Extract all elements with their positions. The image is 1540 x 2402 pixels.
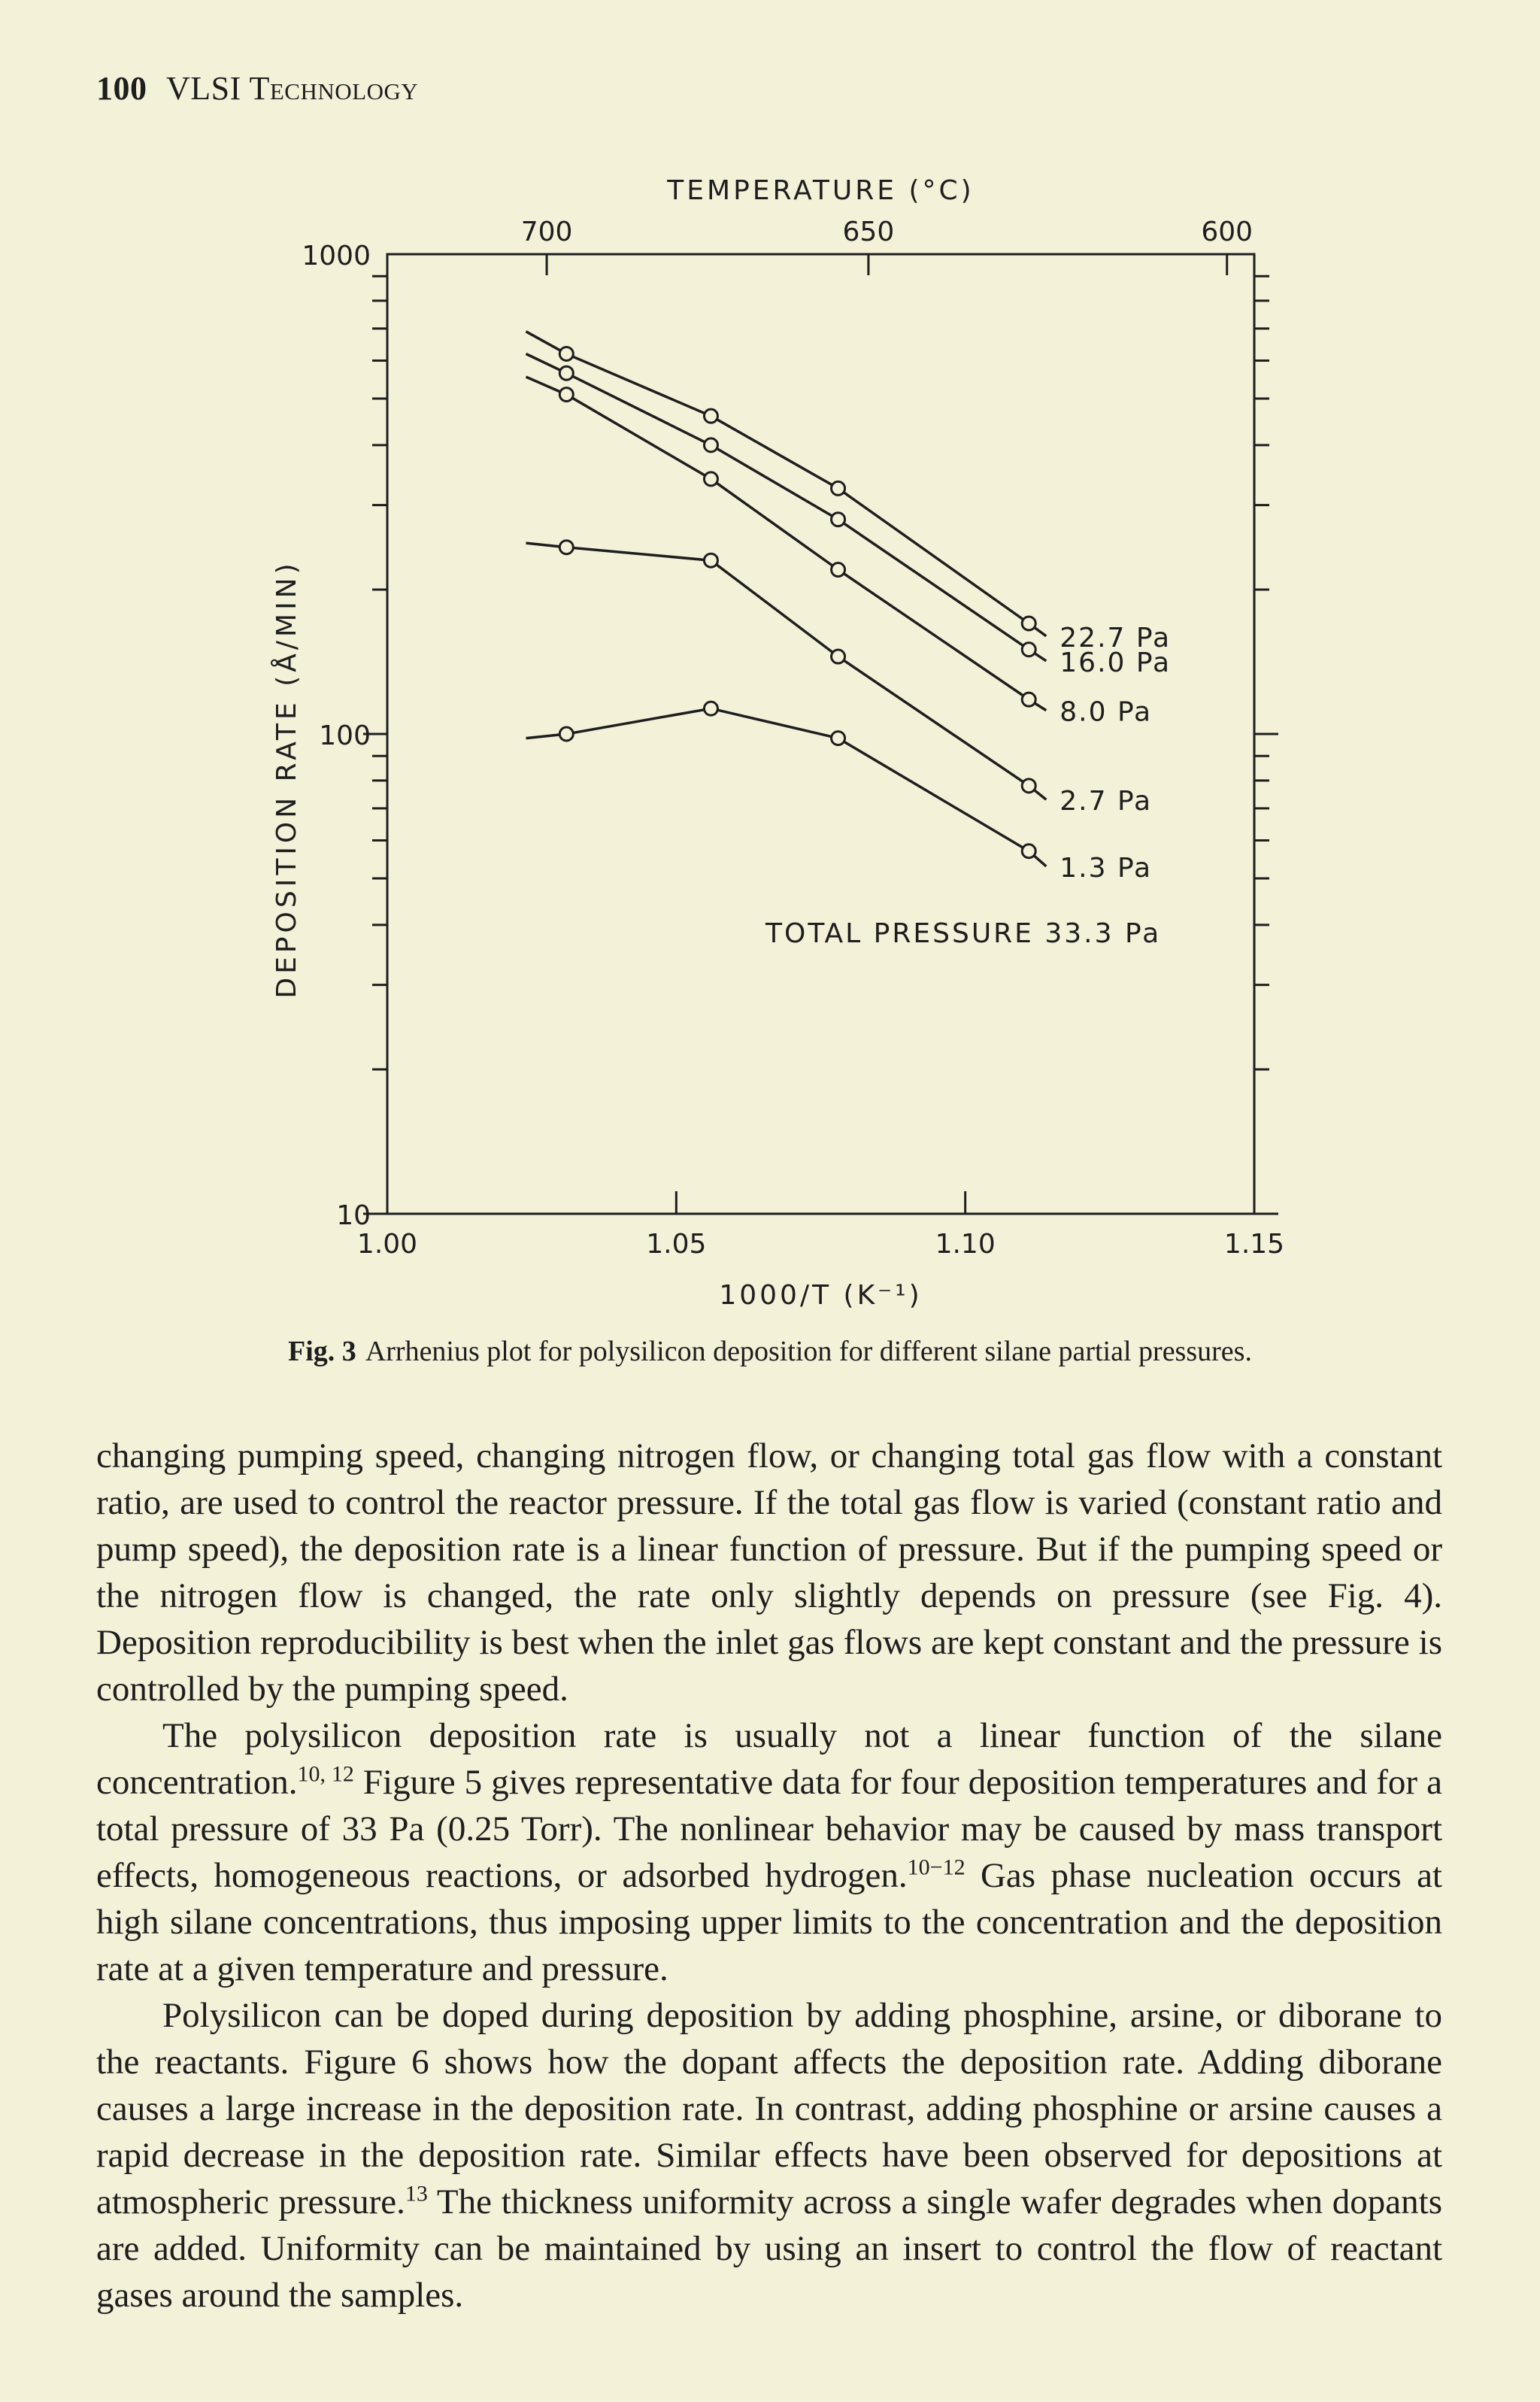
data-point [1022, 845, 1035, 858]
chart-annotation: TOTAL PRESSURE 33.3 Pa [765, 918, 1162, 949]
data-point [832, 732, 845, 745]
figure-caption-text: Arrhenius plot for polysilicon deposition for different silane partial pressures. [365, 1336, 1252, 1367]
series-label: 2.7 Pa [1060, 786, 1153, 817]
series-label: 16.0 Pa [1060, 647, 1172, 678]
page-number: 100 [96, 70, 147, 107]
y-axis-label: DEPOSITION RATE (Å/MIN) [271, 560, 302, 999]
series-line [526, 332, 1047, 636]
top-tick-label: 650 [842, 217, 895, 247]
figure-caption [0, 1335, 1540, 1368]
data-point [559, 727, 573, 741]
reference-superscript: 10, 12 [297, 1761, 354, 1787]
data-point [559, 366, 573, 380]
data-point [1022, 779, 1035, 793]
series-label: 8.0 Pa [1060, 696, 1153, 728]
top-axis-label: TEMPERATURE (°C) [667, 175, 975, 206]
data-point [1022, 693, 1035, 706]
paragraph-3-part-a: Polysilicon can be doped during deposition by adding phosphine, arsine, or diborane to the reactants. Figure 6 shows how the dopant affects the deposition rate. Adding diborane causes a large increase in the deposition rate. In contrast, adding phosphine or arsine causes a rapid decrease in the deposition rate. Similar effects have been observed for depositions at atmospheric pressure. [96, 1996, 1442, 2222]
y-tick-label: 10 [336, 1200, 371, 1231]
data-point [704, 438, 717, 452]
data-point [1022, 617, 1035, 630]
top-tick-label: 600 [1201, 217, 1254, 247]
x-tick-label: 1.00 [356, 1229, 418, 1260]
paragraph-2-part-c: Gas phase nucleation occurs at high silane concentrations, thus imposing upper limits to the concentration and the deposition rate at a given temperature and pressure. [96, 1856, 1442, 1988]
paragraph-2-part-a: The polysilicon deposition rate is usually not a linear function of the silane concentration. [96, 1716, 1442, 1802]
series-line [526, 354, 1047, 661]
x-axis-label: 1000/T (K⁻¹) [719, 1280, 923, 1311]
data-point [832, 513, 845, 526]
y-tick-label: 1000 [302, 241, 371, 271]
body-text [96, 1433, 1442, 2319]
book-title: VLSI Technology [166, 70, 419, 107]
paragraph-1: changing pumping speed, changing nitrogen flow, or changing total gas flow with a constant ratio, are used to control the reactor pressure. If the total gas flow is varied (constant ratio and pump speed), the deposition rate is a linear function of pressure. But if the pumping speed or the nitrogen flow is changed, the rate only slightly depends on pressure (see Fig. 4). Deposition reproducibility is best when the inlet gas flows are kept constant and the pressure is controlled by the pumping speed. [96, 1436, 1442, 1709]
data-point [704, 409, 717, 423]
x-tick-label: 1.15 [1223, 1229, 1285, 1260]
data-point [832, 563, 845, 577]
reference-superscript: 10−12 [907, 1855, 966, 1880]
series-label: 22.7 Pa [1060, 622, 1172, 654]
reference-superscript: 13 [405, 2181, 428, 2206]
series-line [526, 708, 1047, 866]
paragraph-2-part-b: Figure 5 gives representative data for four deposition temperatures and for a total pressure of 33 Pa (0.25 Torr). The nonlinear behavior may be caused by mass transport effects, homogeneous reactions, or adsorbed hydrogen. [96, 1763, 1443, 1895]
x-tick-label: 1.10 [935, 1229, 996, 1260]
data-point [559, 347, 573, 360]
data-point [559, 541, 573, 554]
paragraph-3 [96, 1992, 1442, 2319]
data-point [559, 388, 573, 402]
paragraph-2 [96, 1712, 1442, 1992]
top-tick-label: 700 [520, 217, 573, 247]
series-line [526, 377, 1047, 710]
data-point [1022, 643, 1035, 657]
paragraph-3-part-b: The thickness uniformity across a single wafer degrades when dopants are added. Uniformity can be maintained by using an insert to control the flow of reactant gases around the samples. [96, 2182, 1442, 2315]
data-point [704, 702, 717, 715]
data-point [832, 650, 845, 663]
data-point [704, 472, 717, 486]
data-point [704, 553, 717, 567]
x-tick-label: 1.05 [646, 1229, 707, 1260]
y-tick-label: 100 [319, 720, 371, 751]
series-label: 1.3 Pa [1060, 852, 1153, 884]
data-point [832, 481, 845, 495]
figure-caption-label: Fig. 3 [288, 1336, 356, 1367]
